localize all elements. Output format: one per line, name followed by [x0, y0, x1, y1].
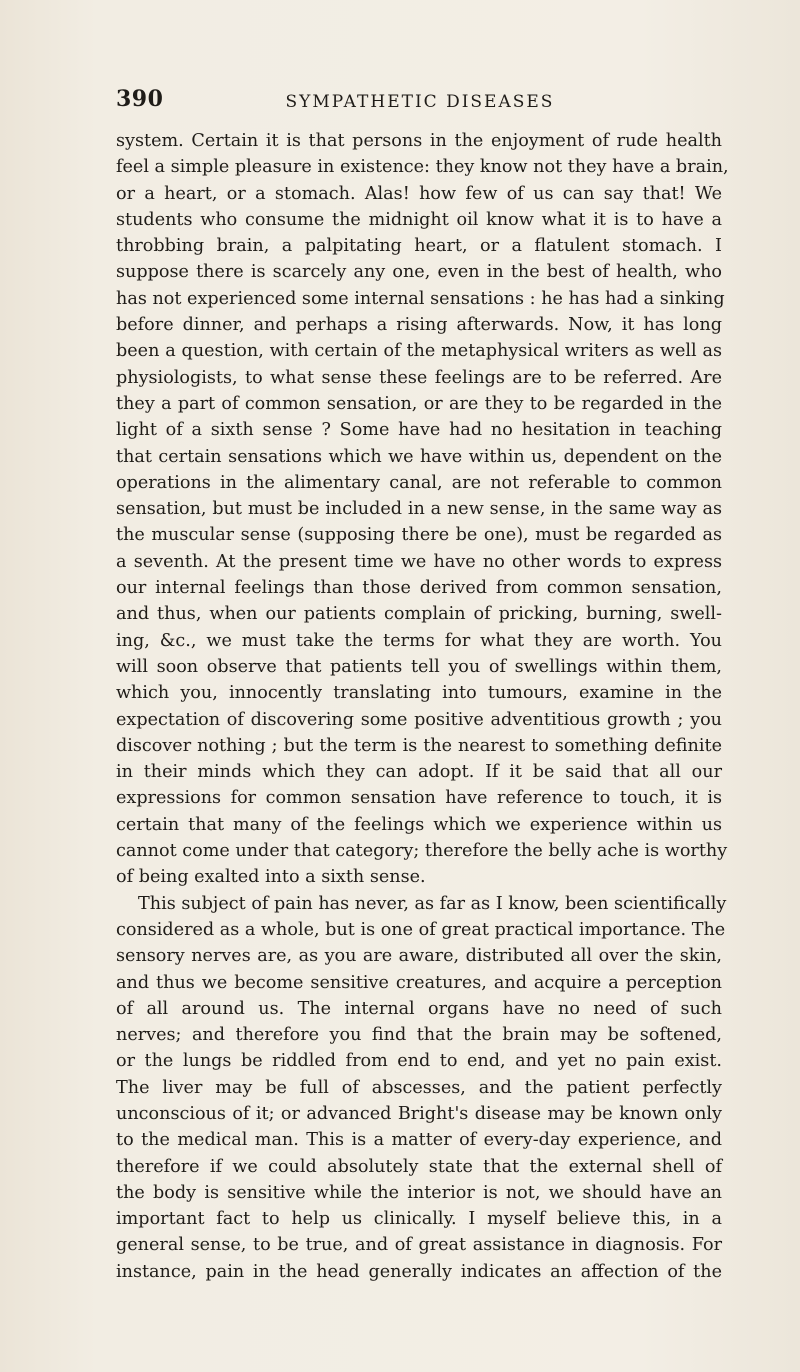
text-line: or the lungs be riddled from end to end, and yet no pain exist. — [116, 1051, 722, 1072]
text-line: The liver may be full of abscesses, and the patient perfectly — [116, 1077, 722, 1098]
text-line: and thus we become sensitive creatures, and acquire a perception — [116, 972, 722, 993]
text-line: and thus, when our patients complain of pricking, burning, swell- — [116, 604, 722, 625]
text-line: they a part of common sensation, or are they to be regarded in the — [116, 393, 722, 414]
text-line: instance, pain in the head generally indicates an affection of the — [116, 1261, 722, 1282]
text-line: certain that many of the feelings which we experience within us — [116, 814, 722, 835]
text-line: This subject of pain has never, as far as I know, been scientifically — [138, 893, 727, 914]
text-line: suppose there is scarcely any one, even in the best of health, who — [116, 262, 722, 283]
text-line: of being exalted into a sixth sense. — [116, 867, 426, 888]
text-line: which you, innocently translating into tumours, examine in the — [116, 683, 722, 704]
text-line: throbbing brain, a palpitating heart, or a flatulent stomach. I — [116, 236, 722, 257]
text-line: light of a sixth sense ? Some have had no hesitation in teaching — [116, 420, 722, 441]
text-line: feel a simple pleasure in existence: they know not they have a brain, — [116, 157, 729, 178]
text-line: sensory nerves are, as you are aware, distributed all over the skin, — [116, 946, 722, 967]
body-text — [116, 128, 729, 1285]
text-line: to the medical man. This is a matter of every-day experience, and — [116, 1130, 722, 1151]
text-line: expressions for common sensation have reference to touch, it is — [116, 788, 722, 809]
text-line: unconscious of it; or advanced Bright's disease may be known only — [116, 1103, 722, 1124]
text-line: will soon observe that patients tell you of swellings within them, — [116, 656, 722, 677]
text-line: sensation, but must be included in a new sense, in the same way as — [116, 499, 722, 520]
text-line: a seventh. At the present time we have no other words to express — [116, 551, 722, 572]
text-line: that certain sensations which we have within us, dependent on the — [116, 446, 722, 467]
text-line: considered as a whole, but is one of great practical importance. The — [116, 919, 726, 940]
text-line: general sense, to be true, and of great assistance in diagnosis. For — [116, 1235, 722, 1256]
text-line: system. Certain it is that persons in the enjoyment of rude health — [116, 131, 722, 151]
text-line: before dinner, and perhaps a rising afterwards. Now, it has long — [116, 315, 722, 336]
text-line: cannot come under that category; therefore the belly ache is worthy — [116, 841, 728, 862]
text-line: in their minds which they can adopt. If it be said that all our — [116, 762, 722, 783]
text-line: has not experienced some internal sensations : he has had a sinking — [116, 288, 725, 309]
text-line: physiologists, to what sense these feelings are to be referred. Are — [116, 367, 722, 388]
text-line: students who consume the midnight oil know what it is to have a — [116, 209, 722, 230]
text-line: therefore if we could absolutely state that the external shell of — [116, 1156, 722, 1177]
text-line: or a heart, or a stomach. Alas! how few of us can say that! We — [116, 183, 722, 204]
text-line: important fact to help us clinically. I myself believe this, in a — [116, 1209, 722, 1230]
page-header — [116, 86, 724, 116]
text-line: been a question, with certain of the metaphysical writers as well as — [116, 341, 722, 362]
page-number: 390 — [116, 86, 164, 112]
text-line: expectation of discovering some positive adventitious growth ; you — [116, 709, 722, 730]
text-line: the muscular sense (supposing there be one), must be regarded as — [116, 525, 722, 546]
text-line: discover nothing ; but the term is the nearest to something definite — [116, 735, 722, 756]
text-line: ing, &c., we must take the terms for what they are worth. You — [116, 630, 722, 651]
running-title: SYMPATHETIC DISEASES — [285, 92, 555, 112]
text-line: of all around us. The internal organs have no need of such — [116, 998, 722, 1019]
text-line: our internal feelings than those derived from common sensation, — [116, 578, 722, 599]
text-line: nerves; and therefore you find that the brain may be softened, — [116, 1025, 722, 1046]
text-line: the body is sensitive while the interior is not, we should have an — [116, 1182, 722, 1203]
text-line: operations in the alimentary canal, are not referable to common — [116, 472, 722, 493]
